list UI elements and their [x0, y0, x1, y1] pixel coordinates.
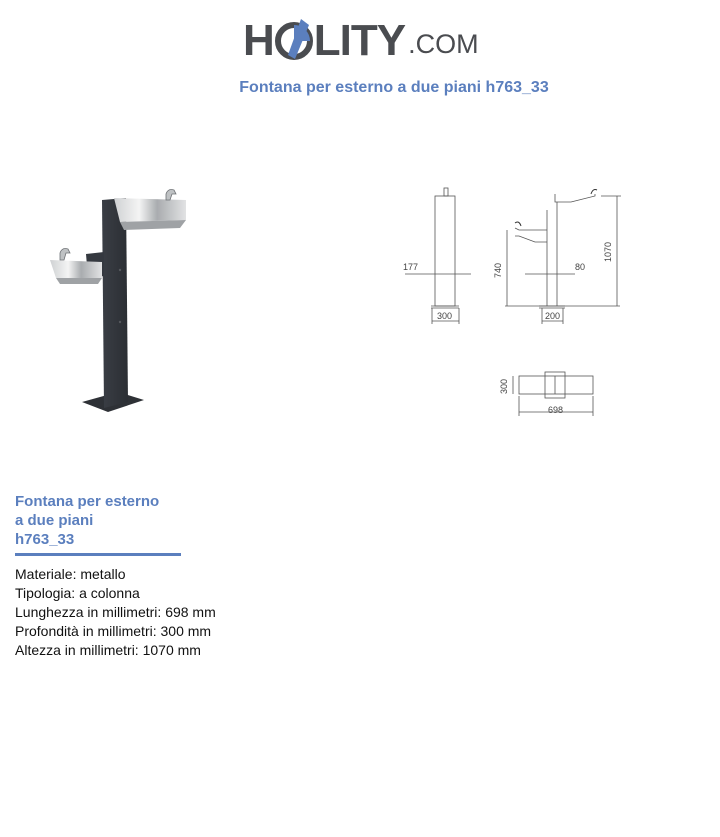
spec-row: [15, 584, 415, 603]
spec-list: [15, 565, 415, 660]
spec-label: Profondità in millimetri:: [15, 623, 157, 639]
spec-value: a colonna: [79, 585, 140, 601]
spec-row: [15, 565, 415, 584]
dim-side-high: 1070: [603, 241, 613, 262]
spec-value: 1070 mm: [142, 642, 201, 658]
dim-side-low: 740: [493, 262, 503, 278]
logo-text-com: .COM: [408, 29, 479, 59]
dim-side-base: 200: [545, 311, 561, 321]
dim-front-width: 300: [437, 311, 453, 321]
dim-front-height: 177: [403, 262, 419, 272]
product-photo: [40, 180, 200, 420]
spec-row: [15, 603, 415, 622]
page-title: Fontana per esterno a due piani h763_33: [239, 79, 549, 96]
spec-row: [15, 622, 415, 641]
spec-row: [15, 641, 415, 660]
title-divider: [15, 553, 181, 556]
dim-top-length: 698: [548, 405, 564, 415]
logo-text-lity: LITY: [313, 16, 406, 65]
dim-top-depth: 300: [499, 378, 509, 394]
spec-value: 698 mm: [165, 604, 216, 620]
dim-side-post: 80: [575, 262, 586, 272]
technical-drawing: [395, 180, 630, 425]
product-title-line: a due piani: [15, 512, 94, 529]
spec-value: metallo: [80, 566, 126, 582]
brand-logo[interactable]: [243, 10, 483, 66]
logo-text-h: H: [243, 16, 274, 65]
spec-value: 300 mm: [160, 623, 212, 639]
spec-label: Altezza in millimetri:: [15, 642, 139, 658]
spec-label: Lunghezza in millimetri:: [15, 604, 162, 620]
product-title-line: Fontana per esterno: [15, 493, 160, 510]
product-title-line: h763_33: [15, 531, 75, 548]
spec-label: Materiale:: [15, 566, 77, 582]
product-title: [15, 492, 215, 549]
spec-label: Tipologia:: [15, 585, 76, 601]
logo-o-icon: [275, 19, 313, 63]
